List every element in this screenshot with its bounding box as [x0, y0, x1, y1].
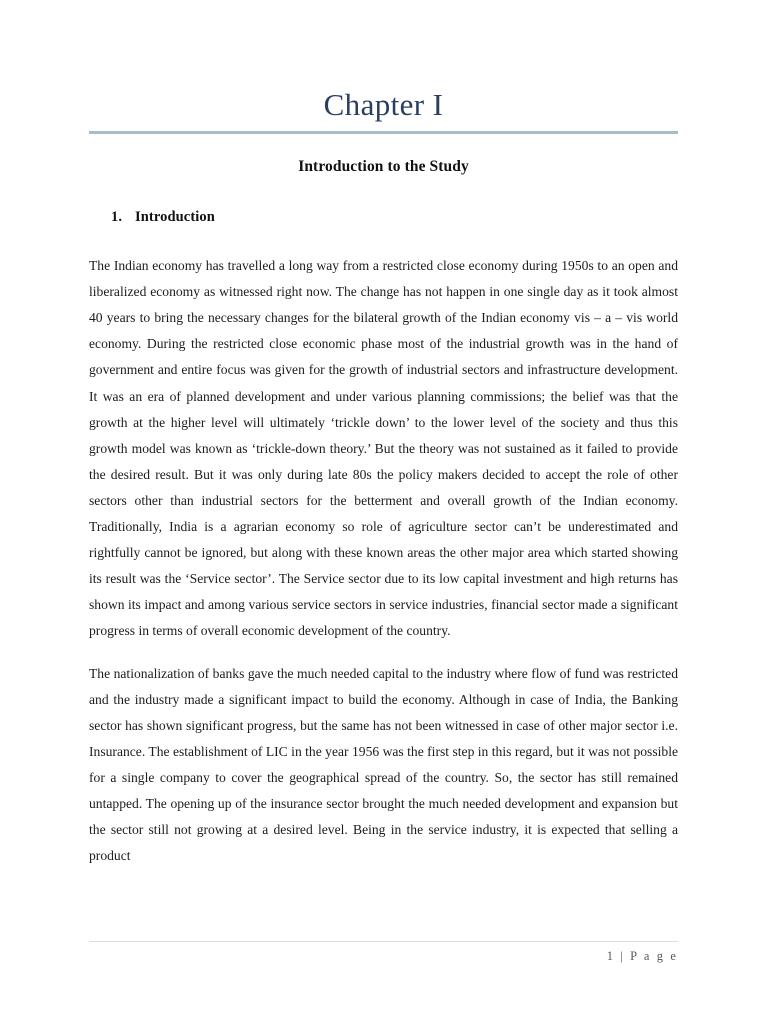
- paragraph: The nationalization of banks gave the much needed capital to the industry where flow of fund was restricted and the industry made a significant impact to build the economy. Although in case of India, the Banking sector has shown significant progress, but the same has not been witnessed in case of other major sector i.e. Insurance. The establishment of LIC in the year 1956 was the first step in this regard, but it was not possible for a single company to cover the geographical spread of the country. So, the sector has still remained untapped. The opening up of the insurance sector brought the much needed development and expansion but the sector still not growing at a desired level. Being in the service industry, it is expected that selling a product: [89, 665, 678, 864]
- body-copy: [89, 226, 678, 869]
- section-heading-introduction: [89, 176, 678, 226]
- page-number-label: 1 | P a g e: [606, 949, 678, 963]
- chapter-title: Chapter I: [323, 87, 444, 122]
- section-number: 1.: [111, 209, 123, 226]
- section-title: Introduction: [135, 209, 215, 226]
- paragraph: The Indian economy has travelled a long way from a restricted close economy during 1950s to an open and liberalized economy as witnessed right now. The change has not happen in one single day as it took almost 40 years to bring the necessary changes for the bilateral growth of the Indian economy vis – a – vis world economy. During the restricted close economic phase most of the industrial growth was in the hand of government and entire focus was given for the growth of industrial sectors and infrastructure development. It was an era of planned development and under various planning commissions; the belief was that the growth at the higher level will ultimately ‘trickle down’ to the lower level of the society and thus this growth model was known as ‘trickle-down theory.’ But the theory was not sustained as it failed to provide the desired result. But it was only during late 80s the policy makers decided to accept the role of other sectors other than industrial sectors for the betterment and overall growth of the Indian economy. Traditionally, India is a agrarian economy so role of agriculture sector can’t be underestimated and rightfully cannot be ignored, but along with these known areas the other major area which started showing its result was the ‘Service sector’. The Service sector due to its low capital investment and high returns has shown its impact and among various service sectors in service industries, financial sector made a significant progress in terms of overall economic development of the country.: [89, 258, 678, 639]
- page-footer: [89, 941, 678, 964]
- chapter-header: [89, 0, 678, 134]
- document-subtitle: Introduction to the Study: [298, 158, 469, 176]
- page-content-column: [89, 0, 678, 869]
